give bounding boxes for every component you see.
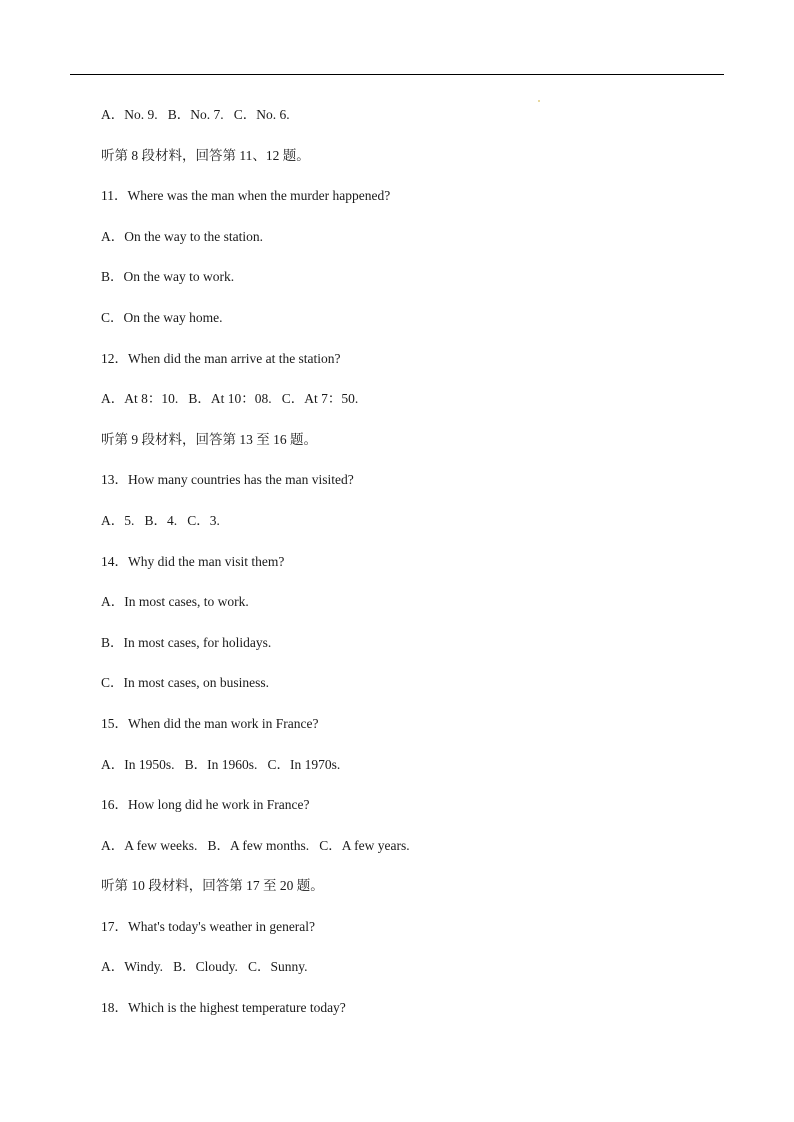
section-instruction: 听第 8 段材料，回答第 11、12 题。 xyxy=(101,147,310,163)
option-line: A．A few weeks. B．A few months. C．A few years. xyxy=(101,837,410,853)
question-18: 18．Which is the highest temperature today? xyxy=(101,1000,346,1016)
question-15: 15．When did the man work in France? xyxy=(101,715,319,731)
scan-dot xyxy=(538,100,540,102)
option-line: A．At 8：10. B．At 10：08. C．At 7：50. xyxy=(101,391,359,407)
question-list xyxy=(101,105,721,1039)
question-11: 11．Where was the man when the murder happened? xyxy=(101,188,391,204)
option-line: A．5. B．4. C．3. xyxy=(101,512,220,528)
section-instruction: 听第 9 段材料，回答第 13 至 16 题。 xyxy=(101,431,317,447)
option-line: B．In most cases, for holidays. xyxy=(101,634,272,650)
section-instruction: 听第 10 段材料，回答第 17 至 20 题。 xyxy=(101,878,324,894)
question-14: 14．Why did the man visit them? xyxy=(101,553,285,569)
question-12: 12．When did the man arrive at the station? xyxy=(101,350,341,366)
question-13: 13．How many countries has the man visited? xyxy=(101,472,354,488)
option-line: C．In most cases, on business. xyxy=(101,675,269,691)
text-line: A．No. 9. B．No. 7. C．No. 6. xyxy=(101,107,290,122)
question-17: 17．What's today's weather in general? xyxy=(101,918,316,934)
option-line: A．On the way to the station. xyxy=(101,228,263,244)
header-rule xyxy=(70,74,724,75)
option-line: A．Windy. B．Cloudy. C．Sunny. xyxy=(101,959,308,975)
question-16: 16．How long did he work in France? xyxy=(101,797,310,813)
option-line: A．In 1950s. B．In 1960s. C．In 1970s. xyxy=(101,756,341,772)
option-line: A．In most cases, to work. xyxy=(101,594,249,610)
option-line: C．On the way home. xyxy=(101,309,223,325)
option-line: B．On the way to work. xyxy=(101,269,235,285)
